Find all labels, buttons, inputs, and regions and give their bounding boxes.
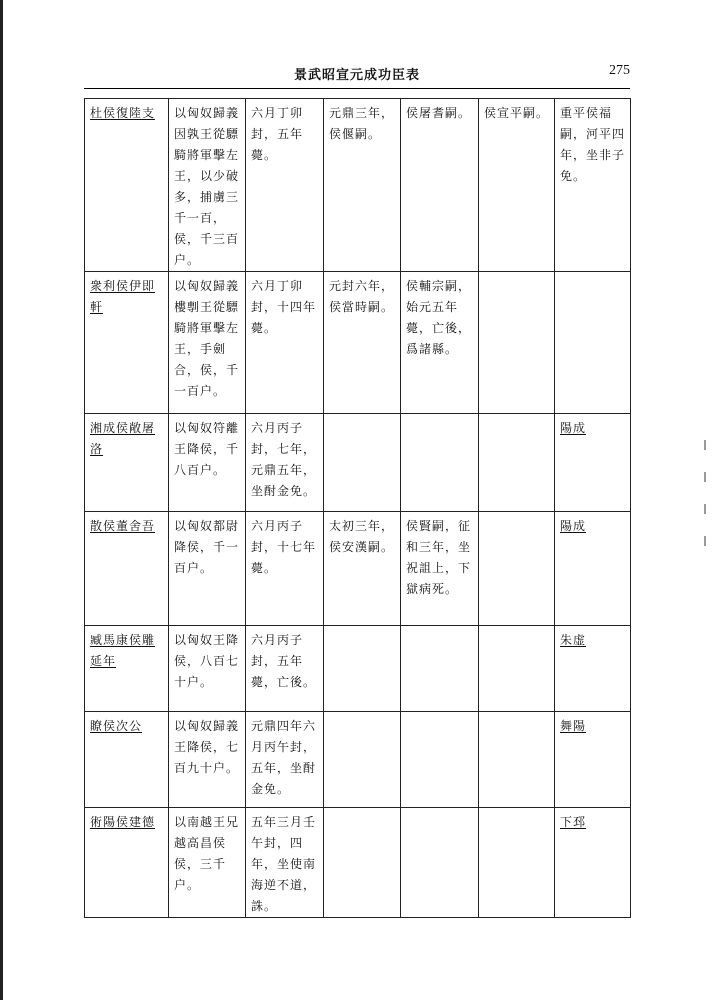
- enfeoffment-cell: 六月丁卯封，五年薨。: [246, 99, 324, 272]
- enfeoffment-cell: 六月丙子封，七年，元鼎五年，坐酎金免。: [246, 414, 324, 512]
- great-grandson-cell: [479, 712, 555, 808]
- successor-cell: [324, 414, 401, 512]
- enfeoffment-cell: 元鼎四年六月丙午封，五年，坐酎金免。: [246, 712, 324, 808]
- table-row: [85, 414, 631, 512]
- table-row: [85, 808, 631, 918]
- great-grandson-cell: [479, 414, 555, 512]
- scan-artifact-marks: [704, 440, 708, 568]
- enfeoffment-cell: 六月丙子封，十七年薨。: [246, 512, 324, 626]
- successor-cell: 元封六年，侯當時嗣。: [324, 272, 401, 414]
- merit-cell: 以匈奴歸義因孰王從驃騎將軍擊左王，以少破多，捕虜三千一百，侯，千三百户。: [169, 99, 246, 272]
- great-grandson-cell: [479, 808, 555, 918]
- enfeoffment-cell: 六月丙子封，五年薨，亡後。: [246, 626, 324, 712]
- merit-cell: 以匈奴歸義王降侯，七百九十户。: [169, 712, 246, 808]
- grandson-cell: [401, 626, 479, 712]
- successor-cell: 元鼎三年，侯偃嗣。: [324, 99, 401, 272]
- successor-cell: [324, 626, 401, 712]
- descendant-cell: 重平侯福嗣，河平四年，坐非子免。: [555, 99, 631, 272]
- successor-cell: [324, 712, 401, 808]
- page-header: [84, 60, 630, 86]
- grandson-cell: [401, 414, 479, 512]
- grandson-cell: 侯賢嗣，征和三年，坐祝詛上，下獄病死。: [401, 512, 479, 626]
- enfeoffment-cell: 六月丁卯封，十四年薨。: [246, 272, 324, 414]
- page-number: 275: [609, 63, 630, 78]
- grandson-cell: [401, 712, 479, 808]
- running-title: 景武昭宣元成功臣表: [293, 68, 420, 83]
- successor-cell: [324, 808, 401, 918]
- page-spine-edge: [0, 0, 3, 1000]
- grandson-cell: 侯輔宗嗣，始元五年薨，亡後，爲諸縣。: [401, 272, 479, 414]
- merit-cell: 以匈奴符離王降侯，千八百户。: [169, 414, 246, 512]
- marquis-name-cell: 瞭侯次公: [85, 712, 169, 808]
- header-rule: [84, 88, 630, 89]
- descendant-cell: 舞陽: [555, 712, 631, 808]
- table-row: [85, 99, 631, 272]
- great-grandson-cell: [479, 272, 555, 414]
- table-row: [85, 626, 631, 712]
- marquis-name-cell: 術陽侯建德: [85, 808, 169, 918]
- marquis-name-cell: 臧馬康侯雕延年: [85, 626, 169, 712]
- descendant-cell: 陽成: [555, 414, 631, 512]
- marquis-name-cell: 杜侯復陸支: [85, 99, 169, 272]
- marquis-name-cell: 衆利侯伊即軒: [85, 272, 169, 414]
- merit-cell: 以南越王兄越高昌侯侯，三千户。: [169, 808, 246, 918]
- table-row: [85, 512, 631, 626]
- grandson-cell: 侯屠耆嗣。: [401, 99, 479, 272]
- descendant-cell: [555, 272, 631, 414]
- great-grandson-cell: [479, 626, 555, 712]
- successor-cell: 太初三年，侯安漢嗣。: [324, 512, 401, 626]
- table-row: [85, 272, 631, 414]
- merit-cell: 以匈奴都尉降侯，千一百户。: [169, 512, 246, 626]
- descendant-cell: 朱虚: [555, 626, 631, 712]
- enfeoffment-cell: 五年三月壬午封，四年，坐使南海逆不道，誅。: [246, 808, 324, 918]
- marquis-name-cell: 湘成侯敞屠洛: [85, 414, 169, 512]
- descendant-cell: 陽成: [555, 512, 631, 626]
- table-row: [85, 712, 631, 808]
- merit-cell: 以匈奴王降侯，八百七十户。: [169, 626, 246, 712]
- merit-cell: 以匈奴歸義樓剸王從驃騎將軍擊左王，手劍合，侯，千一百户。: [169, 272, 246, 414]
- great-grandson-cell: 侯宣平嗣。: [479, 99, 555, 272]
- great-grandson-cell: [479, 512, 555, 626]
- grandson-cell: [401, 808, 479, 918]
- descendant-cell: 下邳: [555, 808, 631, 918]
- marquis-table: [84, 98, 631, 918]
- marquis-name-cell: 散侯董舍吾: [85, 512, 169, 626]
